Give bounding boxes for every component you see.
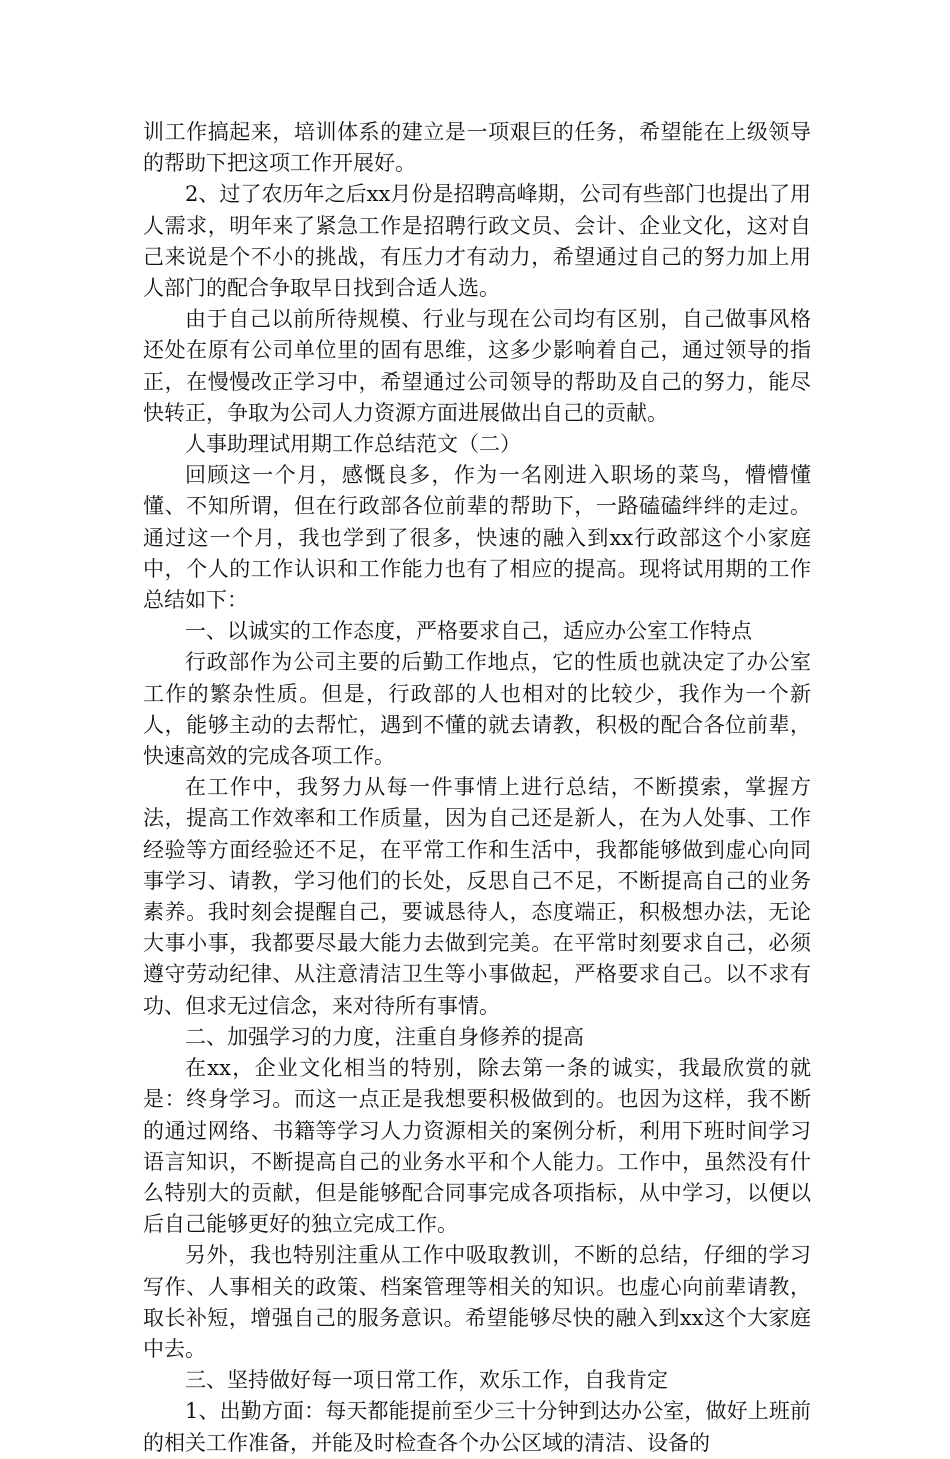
paragraph-training-continuation: 训工作搞起来，培训体系的建立是一项艰巨的任务，希望能在上级领导的帮助下把这项工作开展好。 (143, 120, 811, 176)
paragraph-attendance: 1、出勤方面：每天都能提前至少三十分钟到达办公室，做好上班前的相关工作准备，并能及时检查各个办公区域的清洁、设备的 (143, 1399, 811, 1455)
paragraph-lifelong-learning: 在xx，企业文化相当的特别，除去第一条的诚实，我最欣赏的就是：终身学习。而这一点正是我想要积极做到的。也因为这样，我不断的通过网络、书籍等学习人力资源相关的案例分析，利用下班时间学习语言知识，不断提高自己的业务水平和个人能力。工作中，虽然没有什么特别大的贡献，但是能够配合同事完成各项指标，从中学习，以便以后自己能够更好的独立完成工作。 (143, 1056, 811, 1237)
paragraph-work-summary: 在工作中，我努力从每一件事情上进行总结，不断摸索，掌握方法，提高工作效率和工作质量，因为自己还是新人，在为人处事、工作经验等方面经验还不足，在平常工作和生活中，我都能够做到虚心向同事学习、请教，学习他们的长处，反思自己不足，不断提高自己的业务素养。我时刻会提醒自己，要诚恳待人，态度端正，积极想办法，无论大事小事，我都要尽最大能力去做到完美。在平常时刻要求自己，必须遵守劳动纪律、从注意清洁卫生等小事做起，严格要求自己。以不求有功、但求无过信念，来对待所有事情。 (143, 775, 811, 1018)
paragraph-recruiting-peak: 2、过了农历年之后xx月份是招聘高峰期，公司有些部门也提出了用人需求，明年来了紧急工作是招聘行政文员、会计、企业文化，这对自己来说是个不小的挑战，有压力才有动力，希望通过自己的努力加上用人部门的配合争取早日找到合适人选。 (143, 182, 811, 301)
heading-daily-work: 三、坚持做好每一项日常工作，欢乐工作，自我肯定 (185, 1368, 668, 1393)
document-body (143, 117, 811, 1459)
paragraph-review-month: 回顾这一个月，感慨良多，作为一名刚进入职场的菜鸟，懵懵懂懂、不知所谓，但在行政部各位前辈的帮助下，一路磕磕绊绊的走过。通过这一个月，我也学到了很多，快速的融入到xx行政部这个小家庭中，个人的工作认识和工作能力也有了相应的提高。现将试用期的工作总结如下： (143, 463, 811, 613)
paragraph-work-style: 由于自己以前所待规模、行业与现在公司均有区别，自己做事风格还处在原有公司单位里的固有思维，这多少影响着自己，通过领导的指正，在慢慢改正学习中，希望通过公司领导的帮助及自己的努力，能尽快转正，争取为公司人力资源方面进展做出自己的贡献。 (143, 307, 811, 425)
heading-honest-attitude: 一、以诚实的工作态度，严格要求自己，适应办公室工作特点 (185, 619, 752, 644)
heading-strengthen-learning: 二、加强学习的力度，注重自身修养的提高 (185, 1024, 584, 1049)
section-title-sample-two: 人事助理试用期工作总结范文（二） (185, 432, 521, 457)
paragraph-admin-department: 行政部作为公司主要的后勤工作地点，它的性质也就决定了办公室工作的繁杂性质。但是，行政部的人也相对的比较少，我作为一个新人，能够主动的去帮忙，遇到不懂的就去请教，积极的配合各位前辈，快速高效的完成各项工作。 (143, 650, 811, 769)
paragraph-lessons-learned: 另外，我也特别注重从工作中吸取教训，不断的总结，仔细的学习写作、人事相关的政策、档案管理等相关的知识。也虚心向前辈请教，取长补短，增强自己的服务意识。希望能够尽快的融入到xx这个大家庭中去。 (143, 1243, 811, 1361)
